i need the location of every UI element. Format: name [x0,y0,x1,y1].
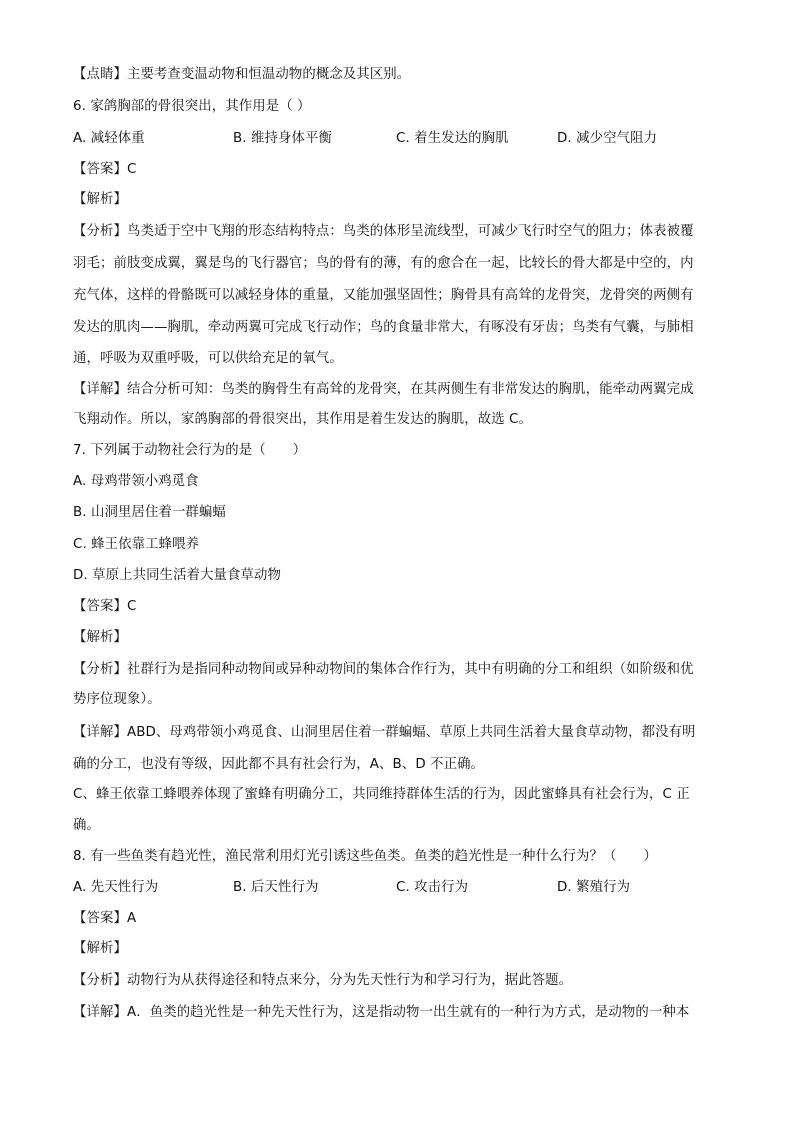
text-line: 【点睛】主要考查变温动物和恒温动物的概念及其区别。 [73,67,411,82]
text-line: 发达的肌肉——胸肌，牵动两翼可完成飞行动作；鸟的食量非常大，有啄没有牙齿；鸟类有气囊，与肺相 [73,320,694,335]
text-line: 充气体，这样的骨骼既可以减轻身体的重量，又能加强坚固性；胸骨具有高耸的龙骨突，龙骨突的两侧有 [73,288,694,303]
text-line: 【分析】鸟类适于空中飞翔的形态结构特点：鸟类的体形呈流线型，可减少飞行时空气的阻力；体表被覆 [73,224,694,239]
text-line: 通，呼吸为双重呼吸，可以供给充足的氧气。 [73,351,343,366]
text-line: 确。 [73,818,100,833]
option-a: A. 先天性行为 [73,880,159,895]
option-c: C. 着生发达的胸肌 [396,131,509,146]
text-line: 确的分工，也没有等级，因此都不具有社会行为，A、B、D 不正确。 [73,757,485,772]
option-a: A. 母鸡带领小鸡觅食 [73,474,199,489]
answer-label: 【答案】A [73,911,137,926]
analysis-label: 【解析】 [73,192,127,207]
answer-label: 【答案】C [73,162,137,177]
text-line: 【分析】社群行为是指同种动物间或异种动物间的集体合作行为，其中有明确的分工和组织（如阶级和优 [73,662,694,677]
question-8: 8. 有一些鱼类有趋光性，渔民常利用灯光引诱这些鱼类。鱼类的趋光性是一种什么行为？（ ） [73,849,657,864]
text-line: C、蜂王依靠工蜂喂养体现了蜜蜂有明确分工，共同维持群体生活的行为，因此蜜蜂具有社会行为，C 正 [73,787,690,802]
option-c: C. 攻击行为 [396,880,469,895]
option-d: D. 减少空气阻力 [557,131,658,146]
text-line: 【详解】ABD、母鸡带领小鸡觅食、山洞里居住着一群蝙蝠、草原上共同生活着大量食草动物，都没有明 [73,725,696,740]
answer-label: 【答案】C [73,599,137,614]
text-line: 【详解】结合分析可知：鸟类的胸骨生有高耸的龙骨突，在其两侧生有非常发达的胸肌，能牵动两翼完成 [73,382,694,397]
option-b: B. 后天性行为 [233,880,319,895]
question-7: 7. 下列属于动物社会行为的是（ ） [73,443,307,458]
option-d: D. 草原上共同生活着大量食草动物 [73,568,281,583]
analysis-label: 【解析】 [73,630,127,645]
question-6: 6. 家鸽胸部的骨很突出，其作用是（ ） [73,99,311,114]
text-line: 【详解】A．鱼类的趋光性是一种先天性行为，这是指动物一出生就有的一种行为方式，是动物的一种本 [73,1005,690,1020]
text-line: 势序位现象）。 [73,692,161,707]
analysis-label: 【解析】 [73,941,127,956]
option-b: B. 山洞里居住着一群蝙蝠 [73,505,226,520]
option-d: D. 繁殖行为 [557,880,631,895]
text-line: 飞翔动作。所以，家鸽胸部的骨很突出，其作用是着生发达的胸肌，故选 C。 [73,412,532,427]
text-line: 【分析】动物行为从获得途径和特点来分，分为先天性行为和学习行为，据此答题。 [73,973,573,988]
option-b: B. 维持身体平衡 [233,131,332,146]
option-c: C. 蜂王依靠工蜂喂养 [73,537,200,552]
text-line: 羽毛；前肢变成翼，翼是鸟的飞行器官；鸟的骨有的薄，有的愈合在一起，比较长的骨大都是中空的，内 [73,256,694,271]
option-a: A. 减轻体重 [73,131,145,146]
